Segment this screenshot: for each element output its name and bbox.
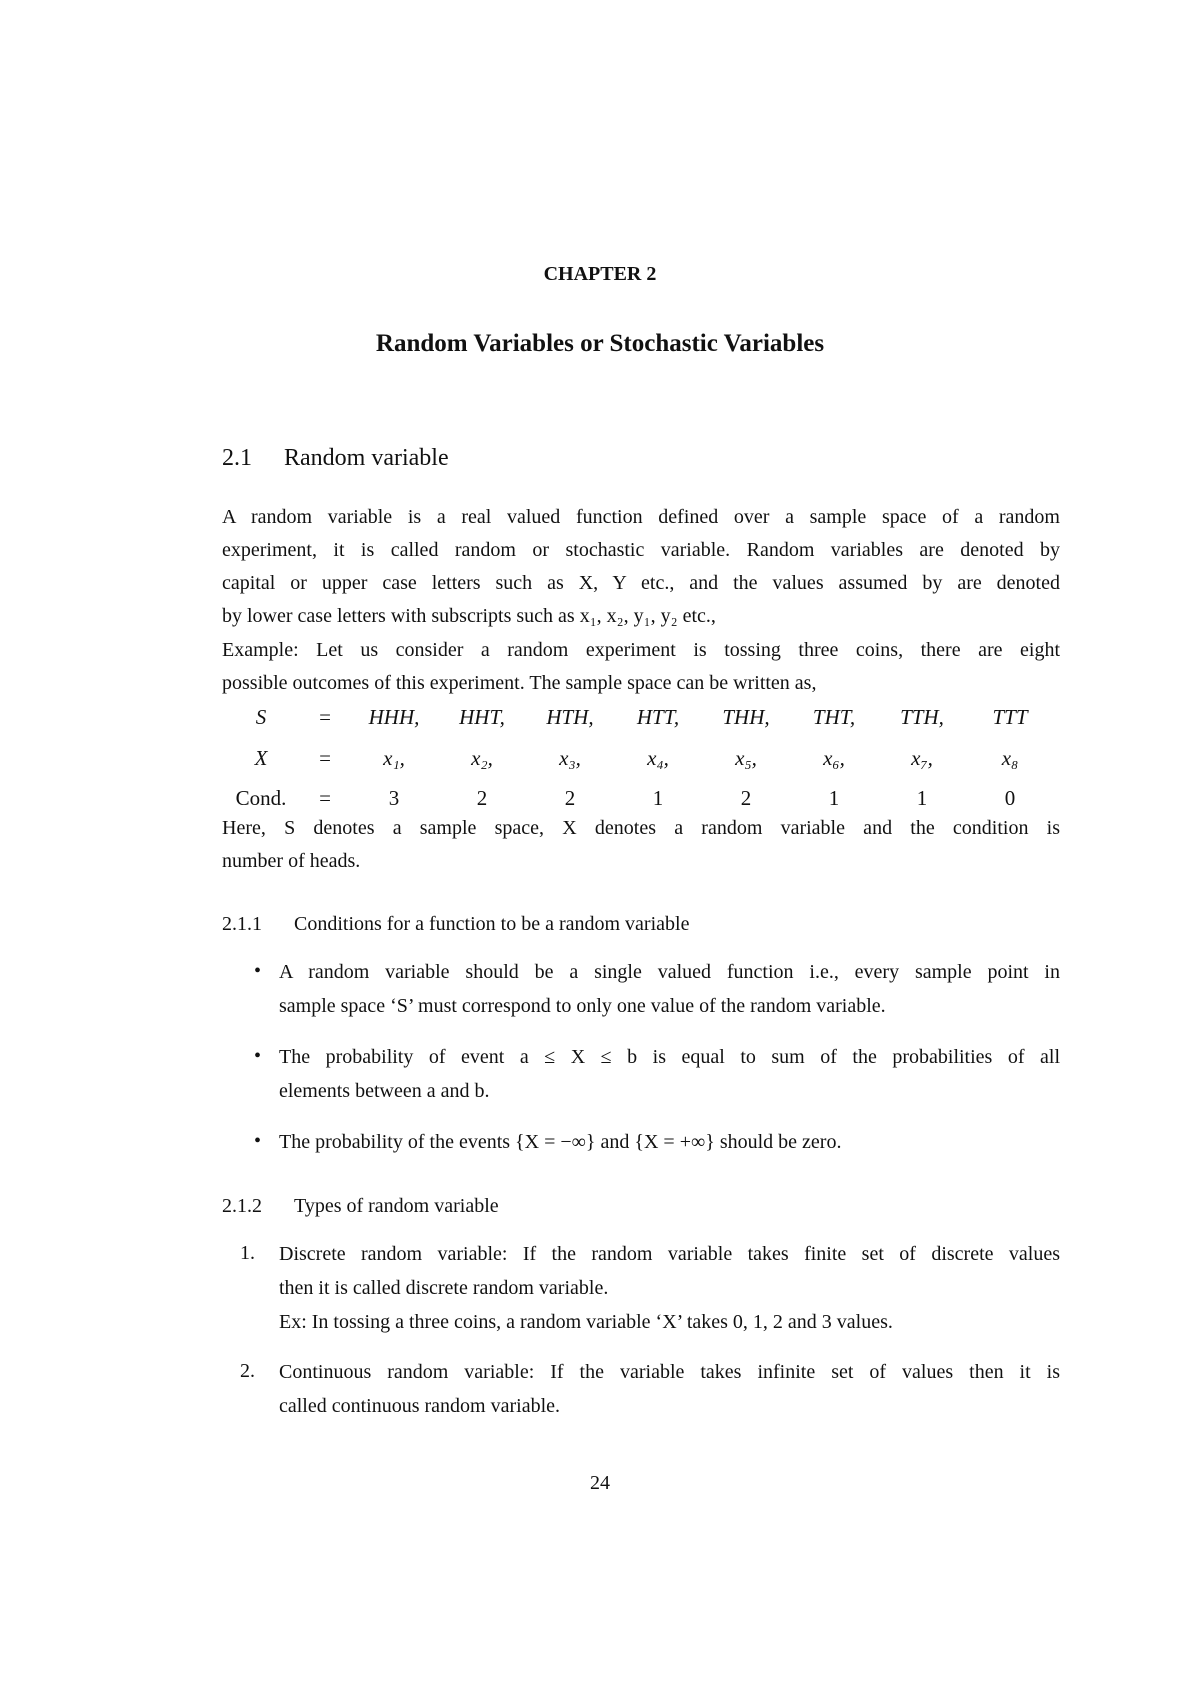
bullet-line: The probability of event a ≤ X ≤ b is equal to sum of the probabilities of all <box>279 1046 1060 1068</box>
list-line: called continuous random variable. <box>279 1395 561 1417</box>
cell: x₁, <box>383 746 405 770</box>
row-label: S <box>255 705 267 729</box>
subsection-title: Conditions for a function to be a random variable <box>294 913 690 935</box>
list-marker: 1. <box>240 1242 255 1264</box>
cell: x₄, <box>647 746 669 770</box>
row-label: X <box>254 746 268 770</box>
bullet-line: The probability of the events {X = −∞} and {X = +∞} should be zero. <box>279 1131 842 1153</box>
bullet-icon: • <box>254 1045 262 1067</box>
section-title: Random variable <box>284 445 449 471</box>
table-row <box>222 746 1060 771</box>
bullet-line: elements between a and b. <box>279 1080 490 1102</box>
cell: 1 <box>916 786 928 810</box>
equals: = <box>319 746 331 770</box>
subsection-number: 2.1.1 <box>222 913 262 935</box>
subsection-number: 2.1.2 <box>222 1195 262 1217</box>
cell: THH, <box>722 705 770 729</box>
table-row <box>222 786 1060 811</box>
cell: 2 <box>476 786 488 810</box>
table-row <box>222 705 1060 730</box>
list-line: then it is called discrete random variable. <box>279 1277 609 1299</box>
cell: x₂, <box>471 746 493 770</box>
row-label: Cond. <box>235 786 287 810</box>
bullet-line: sample space ‘S’ must correspond to only one value of the random variable. <box>279 995 886 1017</box>
cell: x₈ <box>1001 746 1019 770</box>
section-number: 2.1 <box>222 445 252 471</box>
subsection-heading <box>222 912 1060 936</box>
cell: 1 <box>652 786 664 810</box>
paragraph-line: Example: Let us consider a random experiment is tossing three coins, there are eight <box>222 639 1060 661</box>
chapter-label: CHAPTER 2 <box>543 263 657 285</box>
paragraph-line: capital or upper case letters such as X, Y etc., and the values assumed by are denoted <box>222 572 1060 594</box>
cell: x₇, <box>911 746 933 770</box>
cell: x₃, <box>559 746 581 770</box>
cell: 1 <box>828 786 840 810</box>
section-heading <box>222 446 1060 470</box>
list-line: Ex: In tossing a three coins, a random variable ‘X’ takes 0, 1, 2 and 3 values. <box>279 1311 893 1333</box>
bullet-icon: • <box>254 1130 262 1152</box>
paragraph-line: A random variable is a real valued function defined over a sample space of a random <box>222 506 1060 528</box>
chapter-title: Random Variables or Stochastic Variables <box>375 330 825 357</box>
list-line: Continuous random variable: If the variable takes infinite set of values then it is <box>279 1361 1060 1383</box>
cell: 2 <box>564 786 576 810</box>
cell: 0 <box>1004 786 1016 810</box>
subsection-heading <box>222 1194 1060 1218</box>
cell: 2 <box>740 786 752 810</box>
cell: HTH, <box>546 705 594 729</box>
bullet-icon: • <box>254 960 262 982</box>
paragraph-line: by lower case letters with subscripts such as x₁, x₂, y₁, y₂ etc., <box>222 605 716 627</box>
equals: = <box>319 786 331 810</box>
cell: HHT, <box>459 705 505 729</box>
cell: HTT, <box>636 705 680 729</box>
cell: THT, <box>812 705 856 729</box>
paragraph-line: experiment, it is called random or stochastic variable. Random variables are denoted by <box>222 539 1060 561</box>
cell: x₆, <box>823 746 845 770</box>
cell: TTH, <box>900 705 944 729</box>
list-marker: 2. <box>240 1360 255 1382</box>
cell: x₅, <box>735 746 757 770</box>
equals: = <box>319 705 331 729</box>
paragraph-line: possible outcomes of this experiment. The sample space can be written as, <box>222 672 817 694</box>
list-line: Discrete random variable: If the random variable takes finite set of discrete values <box>279 1243 1060 1265</box>
paragraph-line: number of heads. <box>222 850 361 872</box>
paragraph-line: Here, S denotes a sample space, X denotes a random variable and the condition is <box>222 817 1060 839</box>
bullet-line: A random variable should be a single valued function i.e., every sample point in <box>279 961 1060 983</box>
page-number: 24 <box>590 1472 610 1494</box>
cell: 3 <box>388 786 400 810</box>
subsection-title: Types of random variable <box>294 1195 499 1217</box>
cell: TTT <box>992 705 1028 729</box>
cell: HHH, <box>368 705 420 729</box>
